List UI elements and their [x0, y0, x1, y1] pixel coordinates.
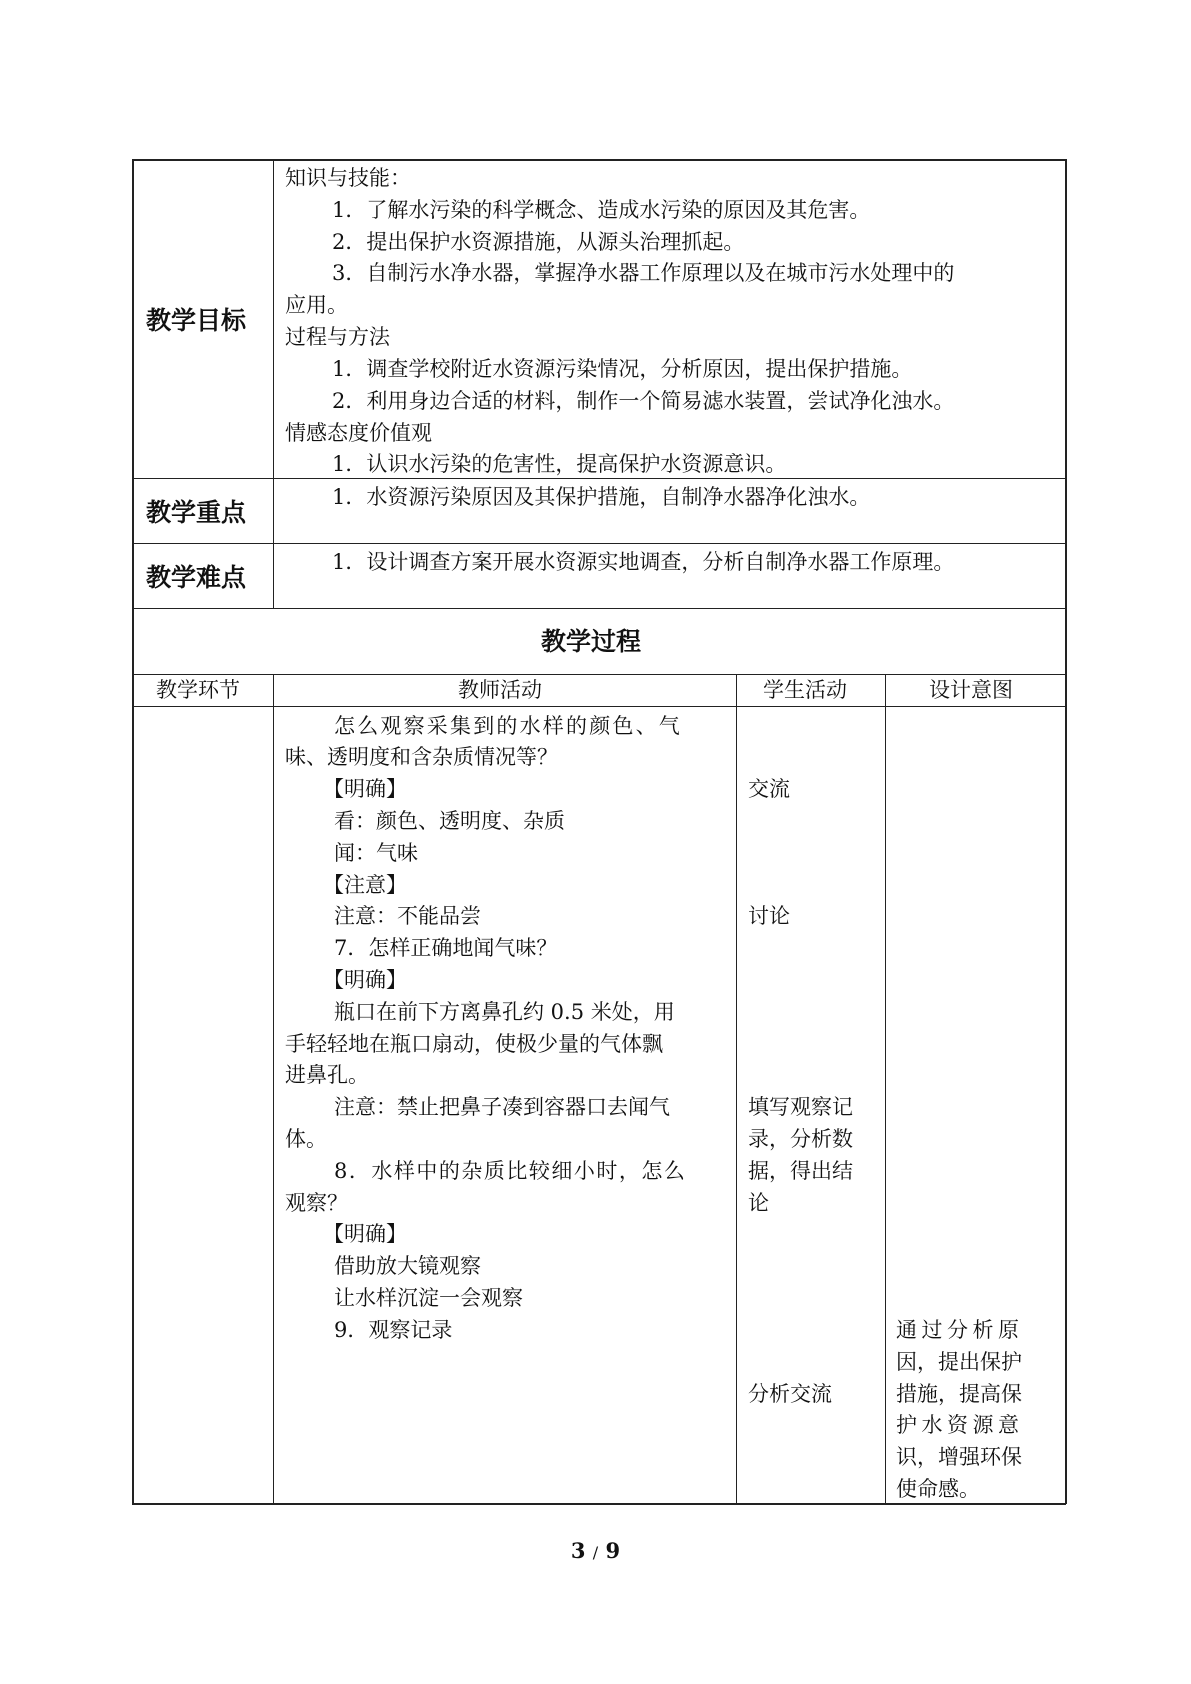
teacher-line: 【明确】 — [323, 968, 407, 992]
student-line: 论 — [748, 1191, 769, 1215]
key-points-label: 教学重点 — [146, 498, 247, 527]
teacher-line: 注意：不能品尝 — [334, 904, 481, 928]
intent-line: 通过分析原 — [896, 1318, 1024, 1342]
teacher-line: 怎么观察采集到的水样的颜色、气 — [334, 714, 682, 738]
table-border — [736, 674, 737, 1504]
teacher-line: 【明确】 — [323, 777, 407, 801]
teacher-line: 观察？ — [285, 1191, 348, 1215]
teacher-line: 让水样沉淀一会观察 — [334, 1286, 523, 1310]
student-line: 讨论 — [748, 904, 790, 928]
process-title: 教学过程 — [541, 627, 642, 656]
objective-line: 知识与技能： — [285, 166, 411, 190]
teacher-line: 手轻轻地在瓶口扇动，使极少量的气体飘 — [285, 1032, 663, 1056]
table-border — [132, 674, 1066, 675]
objective-line: 1．认识水污染的危害性，提高保护水资源意识。 — [332, 452, 787, 476]
table-border — [132, 159, 134, 1504]
student-line: 填写观察记 — [748, 1095, 853, 1119]
intent-line: 识，增强环保 — [896, 1445, 1022, 1469]
teacher-line: 9．观察记录 — [334, 1318, 453, 1342]
teacher-line: 【注意】 — [323, 873, 407, 897]
teacher-line: 看：颜色、透明度、杂质 — [334, 809, 565, 833]
teacher-line: 8．水样中的杂质比较细小时，怎么 — [334, 1159, 687, 1183]
teacher-line: 借助放大镜观察 — [334, 1254, 481, 1278]
table-border — [273, 674, 274, 1504]
table-border — [132, 159, 1066, 161]
teacher-line: 瓶口在前下方离鼻孔约 0.5 米处，用 — [334, 1000, 675, 1024]
objective-line: 1．调查学校附近水资源污染情况，分析原因，提出保护措施。 — [332, 357, 913, 381]
column-header-intent: 设计意图 — [929, 678, 1013, 702]
student-line: 据，得出结 — [748, 1159, 853, 1183]
table-border — [132, 543, 1066, 544]
teacher-line: 7．怎样正确地闻气味？ — [334, 936, 558, 960]
objective-line: 2．提出保护水资源措施，从源头治理抓起。 — [332, 230, 745, 254]
intent-line: 使命感。 — [896, 1477, 980, 1501]
table-border — [132, 608, 1066, 609]
difficulties-text: 1．设计调查方案开展水资源实地调查，分析自制净水器工作原理。 — [332, 550, 955, 574]
page-number — [0, 1538, 1191, 1563]
objective-line: 过程与方法 — [285, 325, 390, 349]
page-total: 9 — [605, 1538, 621, 1563]
objective-line: 应用。 — [285, 293, 348, 317]
difficulties-label: 教学难点 — [146, 563, 247, 592]
teacher-line: 【明确】 — [323, 1222, 407, 1246]
objective-line: 情感态度价值观 — [285, 421, 432, 445]
column-header-stage: 教学环节 — [156, 678, 240, 702]
intent-line: 护水资源意 — [896, 1413, 1024, 1437]
table-border — [132, 706, 1066, 707]
intent-line: 措施，提高保 — [896, 1382, 1022, 1406]
teacher-line: 进鼻孔。 — [285, 1063, 369, 1087]
student-line: 交流 — [748, 777, 790, 801]
page-separator: / — [592, 1543, 599, 1562]
teacher-line: 味、透明度和含杂质情况等？ — [285, 745, 558, 769]
table-border — [1065, 159, 1067, 1504]
student-line: 录，分析数 — [748, 1127, 853, 1151]
teacher-line: 体。 — [285, 1127, 327, 1151]
objective-line: 3．自制污水净水器，掌握净水器工作原理以及在城市污水处理中的 — [332, 261, 955, 285]
objective-line: 1．了解水污染的科学概念、造成水污染的原因及其危害。 — [332, 198, 871, 222]
column-header-teacher: 教师活动 — [458, 678, 542, 702]
column-header-student: 学生活动 — [763, 678, 847, 702]
student-line: 分析交流 — [748, 1382, 832, 1406]
table-border — [885, 674, 886, 1504]
teacher-line: 闻：气味 — [334, 841, 418, 865]
intent-line: 因，提出保护 — [896, 1350, 1022, 1374]
key-points-text: 1．水资源污染原因及其保护措施，自制净水器净化浊水。 — [332, 485, 871, 509]
objectives-label: 教学目标 — [146, 306, 247, 335]
table-border — [273, 159, 274, 608]
objective-line: 2．利用身边合适的材料，制作一个简易滤水装置，尝试净化浊水。 — [332, 389, 955, 413]
page-current: 3 — [570, 1538, 586, 1563]
teacher-line: 注意：禁止把鼻子凑到容器口去闻气 — [334, 1095, 670, 1119]
